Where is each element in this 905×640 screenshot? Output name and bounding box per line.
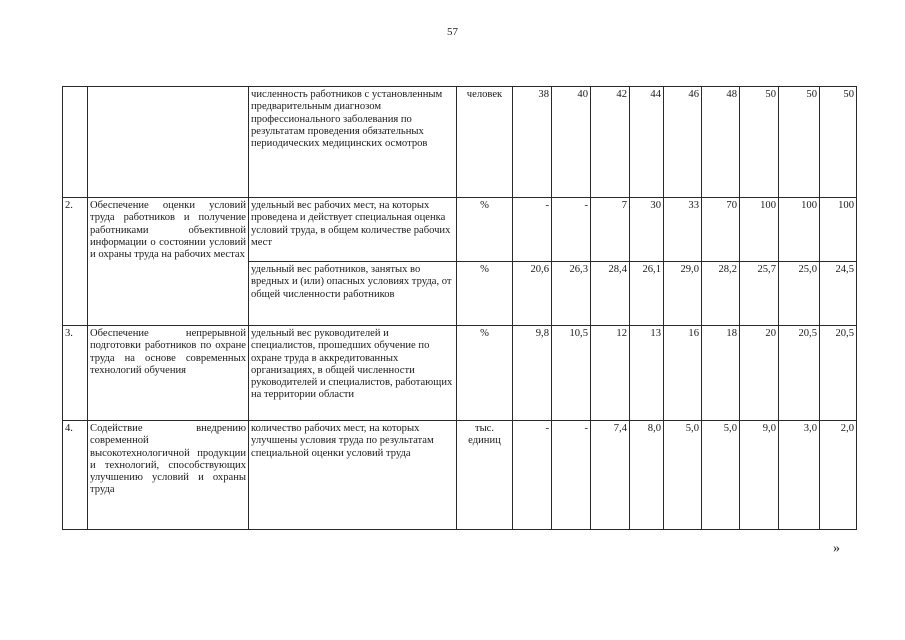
- unit-cell: %: [457, 198, 513, 262]
- value-cell: 20,5: [779, 326, 820, 421]
- value-cell: 70: [702, 198, 740, 262]
- value-cell: 100: [820, 198, 857, 262]
- value-cell: 100: [779, 198, 820, 262]
- row-number: 4.: [63, 421, 88, 530]
- value-cell: 25,0: [779, 262, 820, 326]
- page-number: 57: [447, 26, 458, 38]
- value-cell: 7: [591, 198, 630, 262]
- value-cell: 26,1: [630, 262, 664, 326]
- value-cell: 16: [664, 326, 702, 421]
- measure-cell: Содействие внедрению современной высокотехнологичной продукции и технологий, способствующих улучшению условий и охраны труда: [88, 421, 249, 530]
- row-number: [63, 87, 88, 198]
- unit-cell: тыс. единиц: [457, 421, 513, 530]
- measure-cell: Обеспечение оценки условий труда работников и получение работниками объективной информации о состоянии условий и охраны труда на рабочих местах: [88, 198, 249, 326]
- value-cell: 18: [702, 326, 740, 421]
- table-row: [63, 421, 857, 530]
- measure-cell: Обеспечение непрерывной подготовки работников по охране труда на основе современных технологий обучения: [88, 326, 249, 421]
- value-cell: 26,3: [552, 262, 591, 326]
- value-cell: 2,0: [820, 421, 857, 530]
- value-cell: 20,6: [513, 262, 552, 326]
- value-cell: 50: [740, 87, 779, 198]
- value-cell: 5,0: [702, 421, 740, 530]
- indicator-cell: количество рабочих мест, на которых улучшены условия труда по результатам специальной оценки условий труда: [249, 421, 457, 530]
- indicator-cell: численность работников с установленным предварительным диагнозом профессионального заболевания по результатам проведения обязательных периодических медицинских осмотров: [249, 87, 457, 198]
- value-cell: -: [513, 421, 552, 530]
- value-cell: 10,5: [552, 326, 591, 421]
- value-cell: 24,5: [820, 262, 857, 326]
- value-cell: 33: [664, 198, 702, 262]
- unit-cell: %: [457, 326, 513, 421]
- value-cell: 20,5: [820, 326, 857, 421]
- value-cell: -: [513, 198, 552, 262]
- value-cell: 8,0: [630, 421, 664, 530]
- value-cell: 9,8: [513, 326, 552, 421]
- table-row: [63, 87, 857, 198]
- row-number: 3.: [63, 326, 88, 421]
- value-cell: 30: [630, 198, 664, 262]
- indicator-cell: удельный вес рабочих мест, на которых проведена и действует специальная оценка условий труда, в общем количестве рабочих мест: [249, 198, 457, 262]
- value-cell: 38: [513, 87, 552, 198]
- unit-cell: %: [457, 262, 513, 326]
- row-number: 2.: [63, 198, 88, 326]
- value-cell: 40: [552, 87, 591, 198]
- table-row: [63, 198, 857, 262]
- value-cell: -: [552, 421, 591, 530]
- value-cell: 48: [702, 87, 740, 198]
- indicator-cell: удельный вес руководителей и специалистов, прошедших обучение по охране труда в аккредитованных организациях, в общей численности руководителей и специалистов, работающих на территории области: [249, 326, 457, 421]
- value-cell: 3,0: [779, 421, 820, 530]
- measure-cell: [88, 87, 249, 198]
- value-cell: 50: [779, 87, 820, 198]
- value-cell: 25,7: [740, 262, 779, 326]
- value-cell: 42: [591, 87, 630, 198]
- value-cell: 46: [664, 87, 702, 198]
- value-cell: 44: [630, 87, 664, 198]
- value-cell: 12: [591, 326, 630, 421]
- value-cell: 28,2: [702, 262, 740, 326]
- value-cell: 9,0: [740, 421, 779, 530]
- value-cell: 7,4: [591, 421, 630, 530]
- value-cell: -: [552, 198, 591, 262]
- continuation-mark: »: [833, 541, 840, 556]
- table-row: [63, 326, 857, 421]
- value-cell: 5,0: [664, 421, 702, 530]
- unit-cell: человек: [457, 87, 513, 198]
- indicators-table: [62, 86, 857, 530]
- value-cell: 20: [740, 326, 779, 421]
- indicator-cell: удельный вес работников, занятых во вредных и (или) опасных условиях труда, от общей численности работников: [249, 262, 457, 326]
- value-cell: 50: [820, 87, 857, 198]
- value-cell: 13: [630, 326, 664, 421]
- value-cell: 28,4: [591, 262, 630, 326]
- value-cell: 100: [740, 198, 779, 262]
- value-cell: 29,0: [664, 262, 702, 326]
